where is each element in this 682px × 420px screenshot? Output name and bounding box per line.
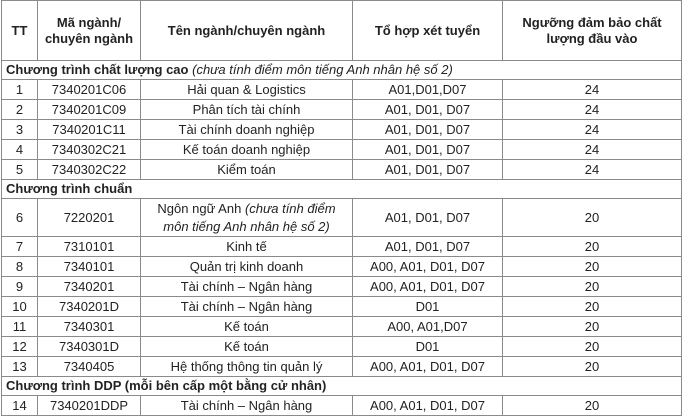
cell-name: Tài chính – Ngân hàng — [141, 277, 353, 297]
section-title-cell — [2, 180, 682, 199]
cell-combo: A01, D01, D07 — [353, 160, 503, 180]
section-title: Chương trình chất lượng cao — [6, 62, 189, 77]
cell-name: Quản trị kinh doanh — [141, 257, 353, 277]
section-row — [2, 61, 682, 80]
cell-tt: 8 — [2, 257, 38, 277]
cell-tt: 10 — [2, 297, 38, 317]
header-tt: TT — [2, 1, 38, 61]
cell-threshold: 24 — [503, 120, 682, 140]
cell-code: 7340201 — [38, 277, 141, 297]
cell-combo: A01,D01,D07 — [353, 80, 503, 100]
section-title: Chương trình DDP (mỗi bên cấp một bằng cử nhân) — [6, 378, 327, 393]
cell-threshold: 20 — [503, 277, 682, 297]
cell-combo: A00, A01, D01, D07 — [353, 277, 503, 297]
cell-name: Phân tích tài chính — [141, 100, 353, 120]
cell-threshold: 20 — [503, 199, 682, 237]
cell-combo: A01, D01, D07 — [353, 140, 503, 160]
header-threshold: Ngưỡng đảm bảo chất lượng đầu vào — [503, 1, 682, 61]
cell-tt: 14 — [2, 396, 38, 416]
cell-tt: 2 — [2, 100, 38, 120]
cell-combo: A00, A01, D01, D07 — [353, 396, 503, 416]
table-row — [2, 297, 682, 317]
cell-combo: A00, A01, D01, D07 — [353, 257, 503, 277]
cell-threshold: 20 — [503, 357, 682, 377]
cell-code: 7340201DDP — [38, 396, 141, 416]
table-row — [2, 120, 682, 140]
cell-name: Tài chính – Ngân hàng — [141, 297, 353, 317]
cell-tt: 6 — [2, 199, 38, 237]
cell-combo: A00, A01,D07 — [353, 317, 503, 337]
cell-tt: 3 — [2, 120, 38, 140]
cell-name: Tài chính doanh nghiệp — [141, 120, 353, 140]
cell-combo: A01, D01, D07 — [353, 237, 503, 257]
cell-code: 7340302C21 — [38, 140, 141, 160]
cell-code: 7340201D — [38, 297, 141, 317]
table-row — [2, 80, 682, 100]
cell-threshold: 20 — [503, 317, 682, 337]
cell-threshold: 20 — [503, 237, 682, 257]
header-combo: Tổ hợp xét tuyển — [353, 1, 503, 61]
cell-combo: D01 — [353, 337, 503, 357]
cell-code: 7310101 — [38, 237, 141, 257]
table-row — [2, 257, 682, 277]
cell-combo: A01, D01, D07 — [353, 120, 503, 140]
cell-threshold: 24 — [503, 160, 682, 180]
cell-threshold: 24 — [503, 80, 682, 100]
cell-code: 7220201 — [38, 199, 141, 237]
table-row — [2, 237, 682, 257]
cell-code: 7340302C22 — [38, 160, 141, 180]
cell-name — [141, 199, 353, 237]
cell-name: Hải quan & Logistics — [141, 80, 353, 100]
table-row — [2, 100, 682, 120]
cell-combo: D01 — [353, 297, 503, 317]
section-title-cell — [2, 377, 682, 396]
section-row — [2, 180, 682, 199]
header-code: Mã ngành/ chuyên ngành — [38, 1, 141, 61]
cell-code: 7340301D — [38, 337, 141, 357]
cell-name: Kinh tế — [141, 237, 353, 257]
cell-threshold: 20 — [503, 257, 682, 277]
header-name: Tên ngành/chuyên ngành — [141, 1, 353, 61]
table-row — [2, 277, 682, 297]
cell-name-note: (chưa tính điểm môn tiếng Anh nhân hệ số 2) — [163, 200, 336, 234]
table-row — [2, 337, 682, 357]
cell-tt: 7 — [2, 237, 38, 257]
cell-code: 7340201C11 — [38, 120, 141, 140]
cell-combo: A01, D01, D07 — [353, 199, 503, 237]
cell-tt: 12 — [2, 337, 38, 357]
admission-table — [1, 0, 682, 416]
cell-code: 7340201C06 — [38, 80, 141, 100]
cell-tt: 5 — [2, 160, 38, 180]
cell-code: 7340201C09 — [38, 100, 141, 120]
section-note: (chưa tính điểm môn tiếng Anh nhân hệ số 2) — [192, 62, 453, 77]
cell-tt: 11 — [2, 317, 38, 337]
header-row — [2, 1, 682, 61]
cell-name: Hệ thống thông tin quản lý — [141, 357, 353, 377]
cell-combo: A00, A01, D01, D07 — [353, 357, 503, 377]
cell-name: Kiểm toán — [141, 160, 353, 180]
cell-combo: A01, D01, D07 — [353, 100, 503, 120]
table-row — [2, 140, 682, 160]
cell-tt: 9 — [2, 277, 38, 297]
cell-name: Tài chính – Ngân hàng — [141, 396, 353, 416]
cell-threshold: 20 — [503, 337, 682, 357]
cell-threshold: 24 — [503, 100, 682, 120]
cell-name: Kế toán — [141, 317, 353, 337]
cell-threshold: 20 — [503, 396, 682, 416]
table-row — [2, 199, 682, 237]
cell-threshold: 24 — [503, 140, 682, 160]
cell-name: Kế toán — [141, 337, 353, 357]
table-row — [2, 357, 682, 377]
section-title-cell — [2, 61, 682, 80]
cell-threshold: 20 — [503, 297, 682, 317]
section-title: Chương trình chuẩn — [6, 181, 133, 196]
table-row — [2, 160, 682, 180]
cell-code: 7340301 — [38, 317, 141, 337]
cell-name: Kế toán doanh nghiệp — [141, 140, 353, 160]
cell-code: 7340405 — [38, 357, 141, 377]
cell-name-text: Ngôn ngữ Anh — [157, 200, 242, 216]
cell-tt: 4 — [2, 140, 38, 160]
table-row — [2, 317, 682, 337]
cell-code: 7340101 — [38, 257, 141, 277]
cell-tt: 13 — [2, 357, 38, 377]
table-row — [2, 396, 682, 416]
cell-tt: 1 — [2, 80, 38, 100]
section-row — [2, 377, 682, 396]
